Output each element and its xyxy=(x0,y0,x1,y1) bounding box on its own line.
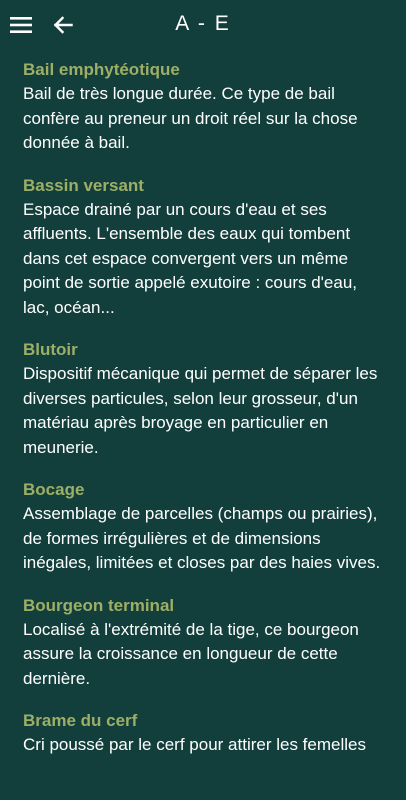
glossary-entry xyxy=(0,478,406,576)
entry-term: Bourgeon terminal xyxy=(23,595,175,615)
entry-definition: Bail de très longue durée. Ce type de bail confère au preneur un droit réel sur la chose donnée à bail. xyxy=(23,84,358,152)
glossary-entry xyxy=(0,174,406,321)
entry-definition: Cri poussé par le cerf pour attirer les femelles xyxy=(23,735,366,754)
entry-definition: Espace drainé par un cours d'eau et ses affluents. L'ensemble des eaux qui tombent dans cet espace convergent vers un même point de sortie appelé exutoire : cours d'eau, lac, océan... xyxy=(23,199,358,317)
entry-definition: Dispositif mécanique qui permet de séparer les diverses particules, selon leur grosseur, d'un matériau après broyage en particulier en meunerie. xyxy=(23,364,378,457)
app-bar xyxy=(0,0,406,50)
entry-term: Brame du cerf xyxy=(23,711,138,730)
entry-term: Blutoir xyxy=(23,340,78,359)
entry-term: Bassin versant xyxy=(23,175,144,195)
glossary-entry xyxy=(0,338,406,460)
glossary-entry xyxy=(0,709,406,758)
entry-term: Bail emphytéotique xyxy=(23,60,180,79)
entry-definition: Assemblage de parcelles (champs ou prairies), de formes irrégulières et de dimensions inégales, limitées et closes par des haies vives. xyxy=(23,504,381,572)
glossary-list xyxy=(0,58,406,776)
glossary-entry xyxy=(0,594,406,692)
entry-definition: Localisé à l'extrémité de la tige, ce bourgeon assure la croissance en longueur de cette dernière. xyxy=(23,619,359,688)
entry-term: Bocage xyxy=(23,480,85,499)
page-title: A - E xyxy=(175,12,231,35)
glossary-entry xyxy=(0,58,406,156)
